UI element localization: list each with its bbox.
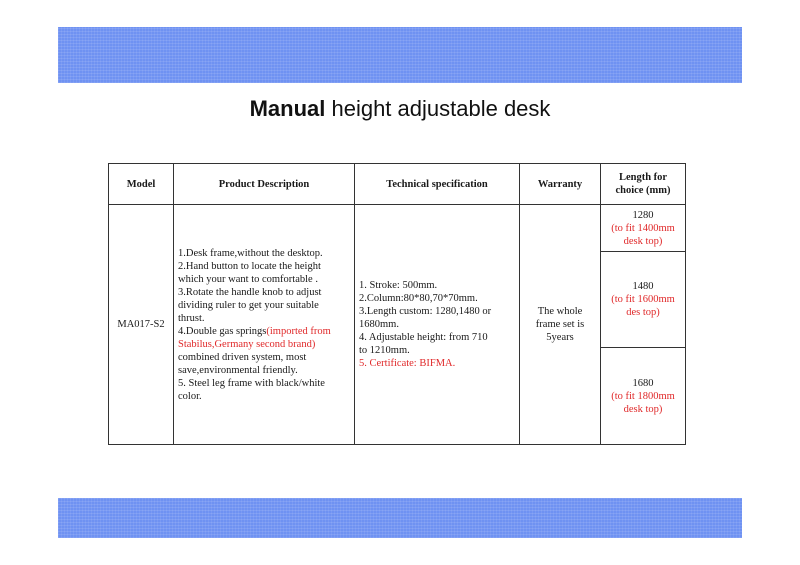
- page-title: [0, 96, 800, 122]
- desc-line: 5. Steel leg frame with black/white: [178, 377, 325, 389]
- desc-line: save,environmental friendly.: [178, 364, 298, 376]
- desc-gas-springs: 4.Double gas springs: [178, 325, 267, 337]
- tech-line: 3.Length custom: 1280,1480 or: [359, 306, 492, 317]
- length-option-1280: [601, 205, 686, 252]
- desc-line: dividing ruler to get your suitable: [178, 299, 319, 311]
- bottom-footer-band: [58, 498, 742, 538]
- header-length-line2: choice (mm): [615, 185, 671, 196]
- length-option-1480: [601, 252, 686, 348]
- title-bold-word: Manual: [249, 96, 326, 121]
- desc-line: color.: [178, 390, 202, 402]
- header-length: [601, 164, 686, 205]
- header-technical: Technical specification: [355, 164, 520, 205]
- tech-line: 2.Column:80*80,70*70mm.: [359, 293, 478, 304]
- top-header-band: [58, 27, 742, 83]
- length-note: desk top): [623, 235, 663, 247]
- length-option-1680: [601, 348, 686, 445]
- tech-line: 1. Stroke: 500mm.: [359, 280, 438, 291]
- desc-line: which your want to comfortable .: [178, 273, 318, 285]
- length-value: 1280: [632, 209, 654, 221]
- desc-line: 3.Rotate the handle knob to adjust: [178, 286, 322, 298]
- desc-brand-note: Stabilus,Germany second brand): [178, 338, 316, 350]
- length-note: (to fit 1800mm: [611, 390, 675, 402]
- header-description: Product Description: [174, 164, 355, 205]
- desc-line: 2.Hand button to locate the height: [178, 260, 321, 272]
- title-rest: height adjustable desk: [325, 96, 551, 121]
- desc-imported-note: (imported from: [266, 325, 331, 337]
- tech-line: 4. Adjustable height: from 710: [359, 332, 488, 343]
- header-length-line1: Length for: [618, 172, 668, 183]
- tech-certificate: 5. Certificate: BIFMA.: [359, 358, 456, 369]
- desc-line: combined driven system, most: [178, 351, 307, 363]
- table-row: [109, 205, 686, 252]
- description-cell: [174, 205, 355, 445]
- tech-line: 1680mm.: [359, 319, 399, 330]
- technical-cell: [355, 205, 520, 445]
- header-warranty: Warranty: [520, 164, 601, 205]
- warranty-line: 5years: [546, 332, 574, 343]
- desc-line: thrust.: [178, 312, 205, 324]
- model-cell: MA017-S2: [109, 205, 174, 445]
- length-note: (to fit 1400mm: [611, 222, 675, 234]
- spec-table: [108, 163, 686, 445]
- length-note: (to fit 1600mm: [611, 294, 675, 305]
- desc-line: [178, 325, 350, 338]
- desc-line: 1.Desk frame,without the desktop.: [178, 247, 323, 259]
- length-note: desk top): [623, 403, 663, 415]
- length-value: 1480: [632, 281, 654, 292]
- header-row: [109, 164, 686, 205]
- tech-line: to 1210mm.: [359, 345, 410, 356]
- length-value: 1680: [632, 377, 654, 389]
- warranty-cell: [520, 205, 601, 445]
- warranty-line: The whole: [537, 306, 583, 317]
- header-model: Model: [109, 164, 174, 205]
- warranty-line: frame set is: [535, 319, 585, 330]
- length-note: des top): [626, 307, 660, 318]
